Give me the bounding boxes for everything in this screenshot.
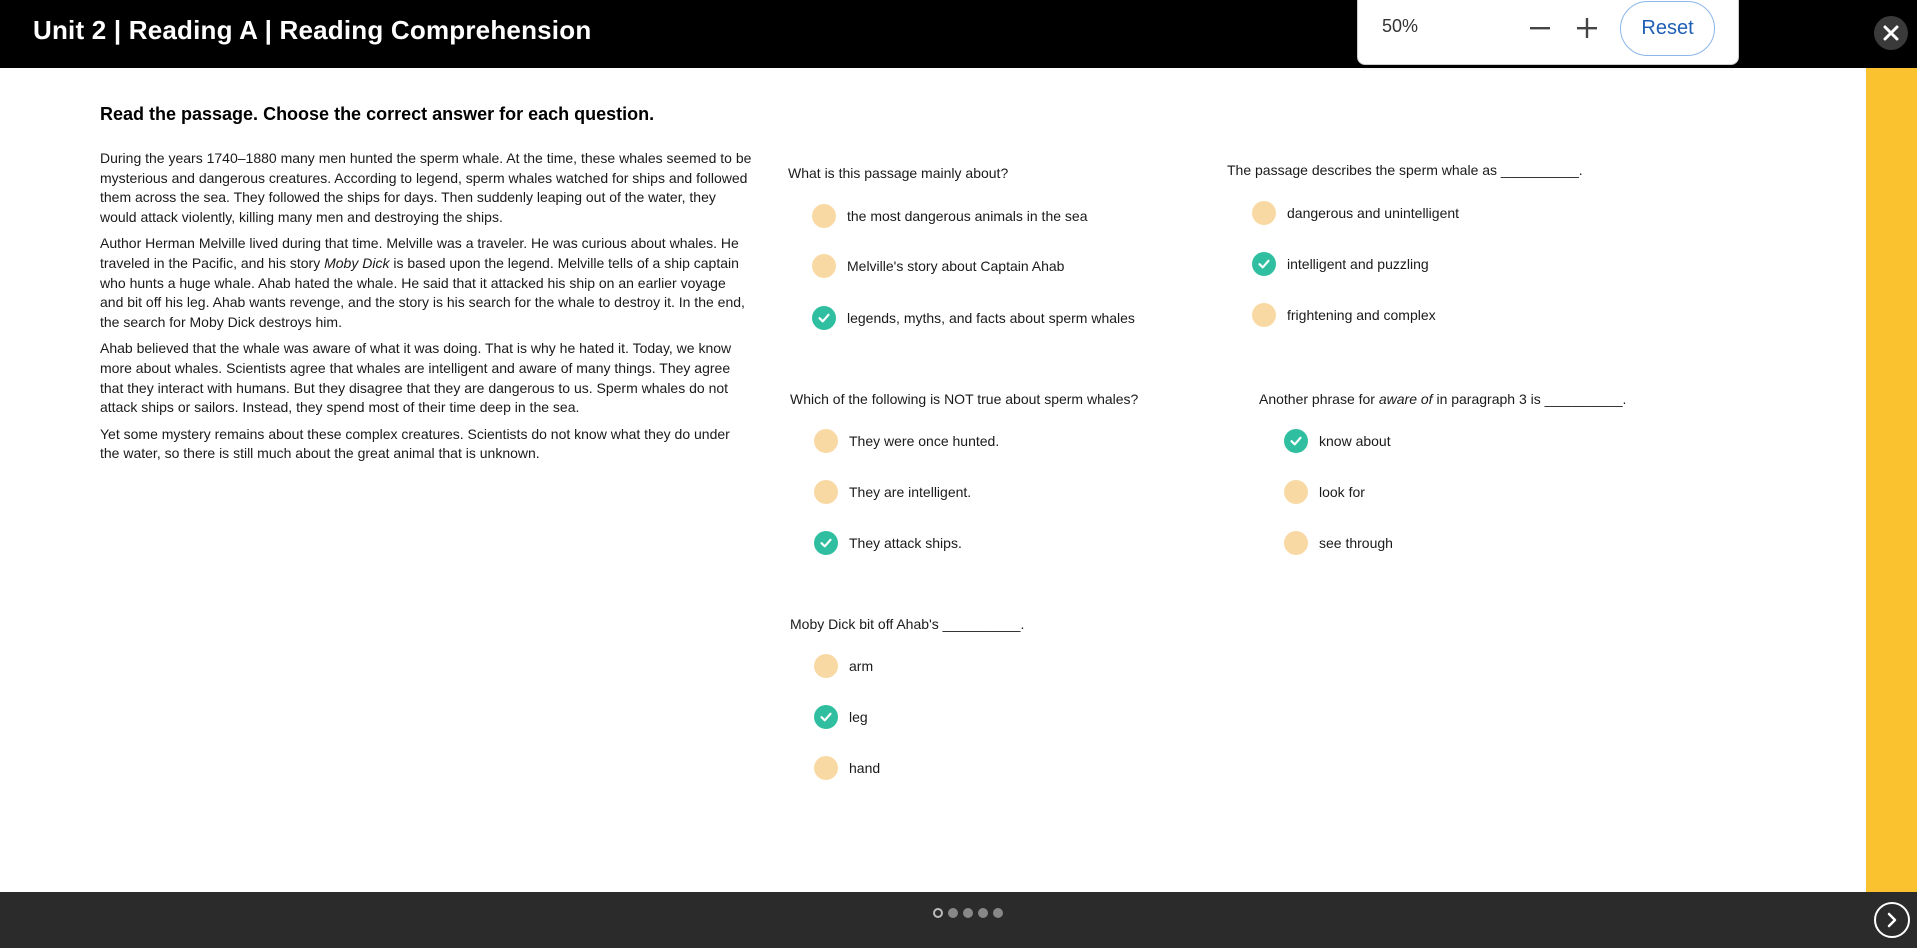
page-dot[interactable] bbox=[948, 908, 958, 918]
question-4-text-b: in paragraph 3 is __________. bbox=[1432, 391, 1627, 407]
zoom-in-button[interactable] bbox=[1572, 13, 1602, 43]
option-label: legends, myths, and facts about sperm whales bbox=[847, 310, 1135, 326]
radio-button[interactable] bbox=[814, 480, 838, 504]
question-1-text: What is this passage mainly about? bbox=[788, 165, 1009, 181]
radio-button[interactable] bbox=[1252, 303, 1276, 327]
question-4-option-1[interactable] bbox=[1284, 429, 1391, 453]
instructions: Read the passage. Choose the correct answer for each question. bbox=[100, 104, 655, 124]
passage-paragraph-2-text-a: Author Herman Melville lived during that time. Melville was a traveler. He was curious about whales. He traveled in the Pacific, and his story bbox=[100, 235, 739, 271]
check-icon bbox=[1289, 434, 1303, 448]
close-button[interactable] bbox=[1874, 16, 1908, 50]
page-dot[interactable] bbox=[993, 908, 1003, 918]
page-dot[interactable] bbox=[963, 908, 973, 918]
chevron-right-icon bbox=[1884, 912, 1900, 928]
question-5-option-3[interactable] bbox=[814, 756, 880, 780]
option-label: dangerous and unintelligent bbox=[1287, 205, 1460, 221]
question-4-phrase: aware of bbox=[1378, 391, 1433, 407]
radio-button[interactable] bbox=[814, 654, 838, 678]
passage-paragraph-4: Yet some mystery remains about these complex creatures. Scientists do not know what they do under the water, so there is still much about the great animal that is unknown. bbox=[100, 425, 730, 462]
question-5-text: Moby Dick bit off Ahab's __________. bbox=[790, 616, 1025, 632]
passage-paragraph-1: During the years 1740–1880 many men hunted the sperm whale. At the time, these whales seemed to be mysterious and dangerous creatures. According to legend, sperm whales watched for ships and followed them across the sea. They followed the ships for days. Then suddenly leaping out of the water, they would attack violently, killing many men and destroying the ships. bbox=[100, 150, 752, 225]
question-3-option-2[interactable] bbox=[814, 480, 971, 504]
next-button[interactable] bbox=[1874, 902, 1910, 938]
question-2-text: The passage describes the sperm whale as __________. bbox=[1227, 162, 1583, 178]
question-3-text: Which of the following is NOT true about sperm whales? bbox=[790, 391, 1139, 407]
page-title: Unit 2 | Reading A | Reading Comprehension bbox=[33, 15, 592, 45]
reset-button[interactable]: Reset bbox=[1620, 1, 1715, 56]
question-1 bbox=[788, 165, 1008, 181]
plus-icon bbox=[1576, 17, 1598, 39]
question-3-option-1[interactable] bbox=[814, 429, 999, 453]
question-4-text bbox=[1259, 391, 1626, 407]
check-icon bbox=[819, 536, 833, 550]
question-2-option-3[interactable] bbox=[1252, 303, 1436, 327]
question-1-option-2[interactable] bbox=[812, 254, 1064, 278]
passage-paragraph-3: Ahab believed that the whale was aware of what it was doing. That is why he hated it. Today, we know more about whales. Scientists agree that whales are intelligent and aware of many things. They agree that they interact with humans. But they disagree that they are dangerous to us. Sperm whales do not attack ships or sailors. Instead, they spend most of their time deep in the sea. bbox=[100, 340, 732, 416]
question-4-text-a: Another phrase for bbox=[1259, 391, 1379, 407]
check-icon bbox=[817, 311, 831, 325]
option-label: intelligent and puzzling bbox=[1287, 256, 1429, 272]
radio-button[interactable] bbox=[814, 705, 838, 729]
close-icon bbox=[1883, 25, 1899, 41]
question-4 bbox=[1259, 391, 1626, 407]
question-4-option-3[interactable] bbox=[1284, 531, 1393, 555]
minus-icon bbox=[1529, 17, 1551, 39]
question-2-option-2[interactable] bbox=[1252, 252, 1429, 276]
zoom-control bbox=[1357, 0, 1739, 65]
option-label: They attack ships. bbox=[849, 535, 962, 551]
option-label: leg bbox=[849, 709, 868, 725]
radio-button[interactable] bbox=[1284, 480, 1308, 504]
zoom-out-button[interactable] bbox=[1525, 13, 1555, 43]
zoom-level: 50% bbox=[1382, 16, 1419, 36]
radio-button[interactable] bbox=[1284, 531, 1308, 555]
question-2 bbox=[1227, 162, 1583, 178]
passage-paragraph-2-text-b: is based upon the legend. Melville tells of a ship captain who hunts a huge whale. Ahab hated the whale. He said that it attacked his ship on an earlier voyage and bit off his leg. Ahab wants revenge, and the story is his search for the whale to destroy it. In the end, the search for Moby Dick destroys him. bbox=[100, 254, 745, 330]
question-5-option-2[interactable] bbox=[814, 705, 868, 729]
option-label: the most dangerous animals in the sea bbox=[847, 208, 1088, 224]
question-1-option-1[interactable] bbox=[812, 204, 1087, 228]
radio-button[interactable] bbox=[1284, 429, 1308, 453]
option-label: Melville's story about Captain Ahab bbox=[847, 258, 1065, 274]
option-label: see through bbox=[1319, 535, 1393, 551]
option-label: They are intelligent. bbox=[849, 484, 972, 500]
book-title: Moby Dick bbox=[324, 254, 390, 271]
side-rail bbox=[1866, 68, 1917, 892]
radio-button[interactable] bbox=[814, 429, 838, 453]
option-label: hand bbox=[849, 760, 881, 776]
question-1-option-3[interactable] bbox=[812, 306, 1135, 330]
page-indicator bbox=[933, 908, 1003, 918]
question-5-option-1[interactable] bbox=[814, 654, 873, 678]
radio-button[interactable] bbox=[814, 531, 838, 555]
radio-button[interactable] bbox=[1252, 201, 1276, 225]
option-label: They were once hunted. bbox=[849, 433, 1000, 449]
passage-paragraph-2 bbox=[100, 234, 752, 332]
radio-button[interactable] bbox=[812, 204, 836, 228]
page-dot[interactable] bbox=[978, 908, 988, 918]
radio-button[interactable] bbox=[812, 306, 836, 330]
question-3 bbox=[790, 391, 1138, 407]
check-icon bbox=[819, 710, 833, 724]
check-icon bbox=[1257, 257, 1271, 271]
option-label: look for bbox=[1319, 484, 1365, 500]
option-label: arm bbox=[849, 658, 874, 674]
page-dot[interactable] bbox=[933, 908, 943, 918]
question-3-option-3[interactable] bbox=[814, 531, 962, 555]
radio-button[interactable] bbox=[814, 756, 838, 780]
option-label: know about bbox=[1319, 433, 1391, 449]
question-4-option-2[interactable] bbox=[1284, 480, 1365, 504]
question-5 bbox=[790, 616, 1024, 632]
radio-button[interactable] bbox=[812, 254, 836, 278]
bottom-bar bbox=[0, 892, 1917, 948]
option-label: frightening and complex bbox=[1287, 307, 1436, 323]
reading-passage bbox=[100, 149, 752, 471]
question-2-option-1[interactable] bbox=[1252, 201, 1459, 225]
radio-button[interactable] bbox=[1252, 252, 1276, 276]
